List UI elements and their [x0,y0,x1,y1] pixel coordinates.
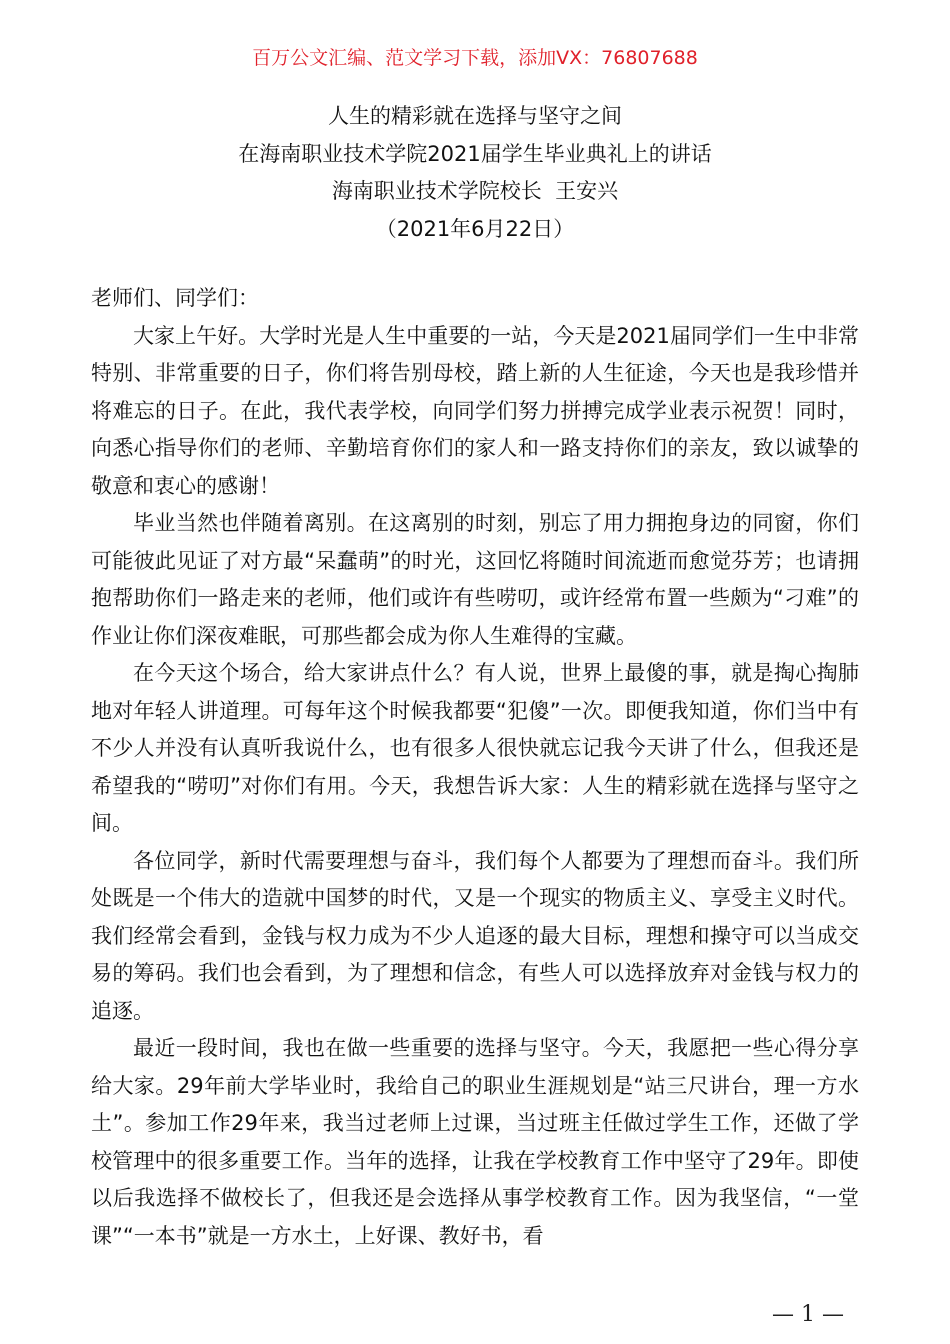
speech-subtitle: 在海南职业技术学院2021届学生毕业典礼上的讲话 [238,141,712,166]
title-block [0,98,950,248]
speech-author: 海南职业技术学院校长 王安兴 [331,179,619,203]
paragraph: 各位同学，新时代需要理想与奋斗，我们每个人都要为了理想而奋斗。我们所处既是一个伟大的造就中国梦的时代，又是一个现实的物质主义、享受主义时代。我们经常会看到，金钱与权力成为不少人追逐的最大目标，理想和操守可以当成交易的筹码。我们也会看到，为了理想和信念，有些人可以选择放弃对金钱与权力的追逐。 [91,848,859,1023]
speech-date: （2021年6月22日） [375,216,575,241]
paragraph: 毕业当然也伴随着离别。在这离别的时刻，别忘了用力拥抱身边的同窗，你们可能彼此见证了对方最“呆蠢萌”的时光，这回忆将随时间流逝而愈觉芬芳；也请拥抱帮助你们一路走来的老师，他们或许有些唠叨，或许经常布置一些颇为“刁难”的作业让你们深夜难眠，可那些都会成为你人生难得的宝藏。 [91,511,859,648]
promo-banner: 百万公文汇编、范文学习下载，添加VX：76807688 [252,47,698,69]
paragraph: 大家上午好。大学时光是人生中重要的一站，今天是2021届同学们一生中非常特别、非常重要的日子，你们将告别母校，踏上新的人生征途，今天也是我珍惜并将难忘的日子。在此，我代表学校，向同学们努力拼搏完成学业表示祝贺！同时，向悉心指导你们的老师、辛勤培育你们的家人和一路支持你们的亲友，致以诚挚的敬意和衷心的感谢！ [91,323,859,498]
salutation: 老师们、同学们： [91,286,259,310]
speech-title: 人生的精彩就在选择与坚守之间 [328,104,622,128]
paragraph: 最近一段时间，我也在做一些重要的选择与坚守。今天，我愿把一些心得分享给大家。29年前大学毕业时，我给自己的职业生涯规划是“站三尺讲台，理一方水土”。参加工作29年来，我当过老师上过课，当过班主任做过学生工作，还做了学校管理中的很多重要工作。当年的选择，让我在学校教育工作中坚守了29年。即使以后我选择不做校长了，但我还是会选择从事学校教育工作。因为我坚信，“一堂课”“一本书”就是一方水土，上好课、教好书，看 [91,1036,859,1248]
speech-body [91,280,859,1255]
page-number: — 1 — [772,1302,844,1327]
paragraph: 在今天这个场合，给大家讲点什么？有人说，世界上最傻的事，就是掏心掏肺地对年轻人讲道理。可每年这个时候我都要“犯傻”一次。即便我知道，你们当中有不少人并没有认真听我说什么，也有很多人很快就忘记我今天讲了什么，但我还是希望我的“唠叨”对你们有用。今天，我想告诉大家：人生的精彩就在选择与坚守之间。 [91,661,859,835]
